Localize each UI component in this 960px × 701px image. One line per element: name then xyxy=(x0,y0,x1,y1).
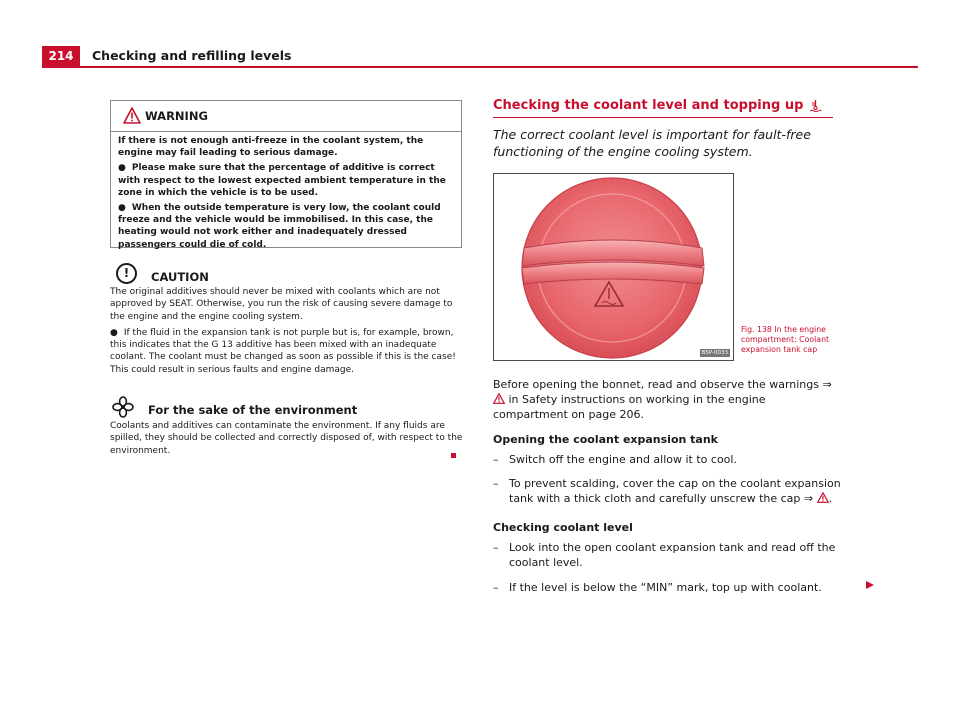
figure-coolant-cap xyxy=(493,173,734,361)
caution-bullet-text: If the fluid in the expansion tank is not purple but is, for example, brown, this indicates that the G 13 additive has been mixed with an inadequate coolant. The coolant must be changed as soon as possible if this is the case! This could result in serious faults and engine damage. xyxy=(110,327,456,375)
warning-bullet-text: Please make sure that the percentage of additive is correct with respect to the lowest expected ambient temperature in the zone in which the vehicle is to be used. xyxy=(118,163,446,198)
dash-bullet: – xyxy=(493,581,499,594)
environment-title: For the sake of the environment xyxy=(148,403,358,417)
warning-body xyxy=(111,132,461,251)
warning-box xyxy=(110,100,462,248)
step-text xyxy=(509,476,841,506)
subheading-opening: Opening the coolant expansion tank xyxy=(493,433,718,446)
page-number: 214 xyxy=(42,46,80,66)
step-item xyxy=(493,540,841,570)
intro-paragraph xyxy=(493,377,841,422)
section-title-text: Checking the coolant level and topping up xyxy=(493,98,804,113)
environment-body: Coolants and additives can contaminate the environment. If any fluids are spilled, they should be collected and correctly disposed of, with respect to the environment. xyxy=(110,421,463,456)
warning-bullet xyxy=(118,202,453,251)
bullet-icon: ● xyxy=(110,327,118,338)
caution-paragraph: The original additives should never be mixed with coolants which are not approved by SEAT. Otherwise, you run the risk of causing severe damage to the engine and the engine cooling system. xyxy=(110,287,453,322)
warning-title: WARNING xyxy=(145,109,208,123)
step-text: Look into the open coolant expansion tank and read off the coolant level. xyxy=(509,541,836,569)
paragraph-text: Before opening the bonnet, read and observe the warnings ⇒ xyxy=(493,378,832,391)
figure-code: B5P-0033 xyxy=(701,350,728,356)
caution-body xyxy=(110,286,466,376)
step-item xyxy=(493,580,841,595)
step-item xyxy=(493,476,841,506)
coolant-warning-icon xyxy=(809,99,822,112)
warning-triangle-icon xyxy=(123,107,141,124)
step-text-part: . xyxy=(828,492,833,505)
step-text-part: To prevent scalding, cover the cap on the coolant expansion tank with a thick cloth and carefully unscrew the cap ⇒ xyxy=(509,477,841,505)
exclamation-circle-icon: ! xyxy=(116,263,137,284)
warning-header xyxy=(111,101,461,132)
caution-bullet xyxy=(110,327,466,376)
section-intro: The correct coolant level is important for fault-free functioning of the engine cooling system. xyxy=(493,127,811,159)
figure-caption: Fig. 138 In the engine compartment: Coolant expansion tank cap xyxy=(741,325,830,354)
section-title xyxy=(493,98,822,113)
step-item xyxy=(493,452,841,467)
warning-bullet xyxy=(118,162,453,199)
section-end-marker xyxy=(451,453,456,458)
warning-triangle-icon[interactable] xyxy=(817,492,829,503)
leaf-environment-icon xyxy=(112,396,134,418)
section-title-rule xyxy=(493,117,833,118)
subheading-checking: Checking coolant level xyxy=(493,521,633,534)
header-rule xyxy=(42,66,918,68)
paragraph-text: in Safety instructions on working in the engine compartment on page 206. xyxy=(493,393,766,421)
bullet-icon: ● xyxy=(118,163,126,174)
chapter-title: Checking and refilling levels xyxy=(92,48,292,63)
caution-section xyxy=(110,262,466,380)
dash-bullet: – xyxy=(493,541,499,554)
warning-bullet-text: When the outside temperature is very low, the coolant could freeze and the vehicle would be immobilised. In this case, the heating would not work either and inadequately dressed passengers could die of cold. xyxy=(118,203,441,250)
continue-arrow-icon xyxy=(866,581,874,589)
environment-header xyxy=(110,396,466,418)
warning-paragraph: If there is not enough anti-freeze in the coolant system, the engine may fail leading to serious damage. xyxy=(118,136,424,159)
environment-section xyxy=(110,396,466,457)
coolant-cap-illustration xyxy=(494,174,733,360)
dash-bullet: – xyxy=(493,477,499,490)
warning-triangle-icon[interactable] xyxy=(493,393,505,404)
caution-title: CAUTION xyxy=(151,270,209,284)
caution-header xyxy=(110,262,466,284)
step-text: If the level is below the “MIN” mark, top up with coolant. xyxy=(509,581,822,594)
bullet-icon: ● xyxy=(118,203,126,214)
dash-bullet: – xyxy=(493,453,499,466)
step-text: Switch off the engine and allow it to cool. xyxy=(509,453,737,466)
